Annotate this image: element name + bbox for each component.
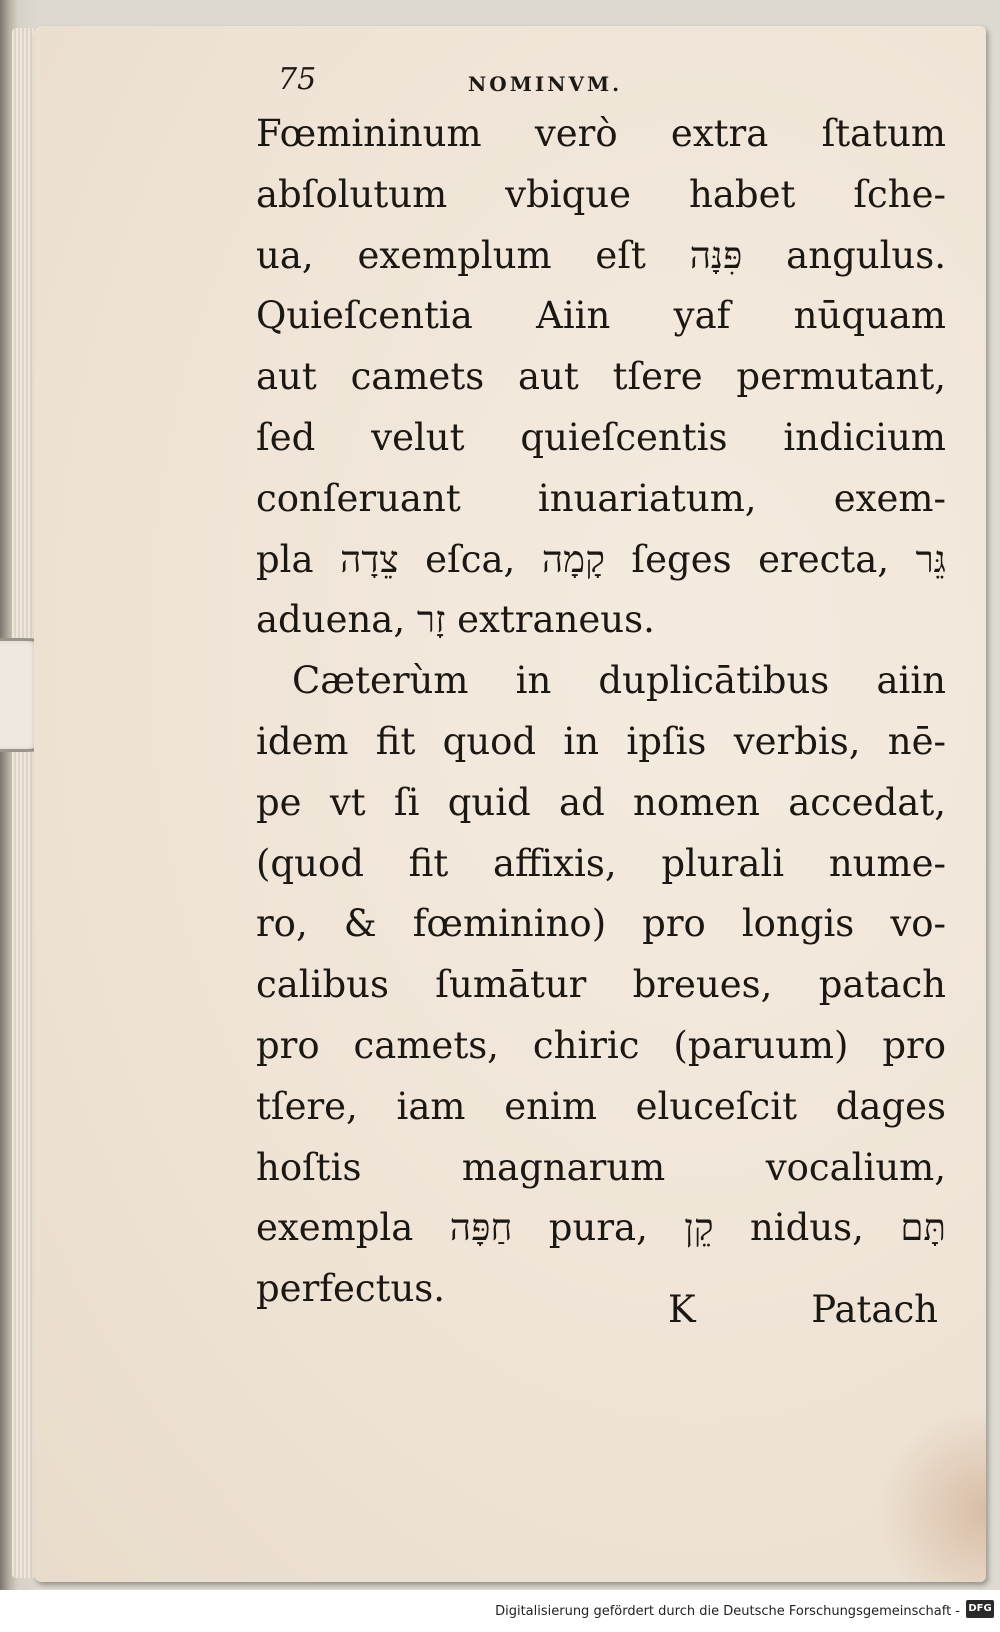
text-line: aduena, זָר extraneus. — [256, 598, 655, 642]
text-line: Fœmininum verò extra ſtatum — [256, 112, 946, 155]
running-head: NOMINVM. — [468, 72, 623, 96]
digitization-footer — [0, 1590, 1000, 1632]
text-line: perfectus. — [256, 1267, 446, 1311]
footer-credit: Digitalisierung gefördert durch die Deutsche Forschungsgemeinschaft - — [495, 1604, 960, 1619]
text-line: Cæterùm in duplicātibus aiin — [292, 659, 946, 703]
text-line: Quieſcentia Aiin yaf nūquam — [256, 294, 946, 338]
text-line: pro camets, chiric (paruum) pro — [256, 1023, 946, 1067]
text-line: calibus ſumātur breues, patach — [256, 963, 946, 1007]
text-line: conſeruant inuariatum, exem- — [256, 476, 946, 520]
book-page — [34, 26, 986, 1582]
catchword: Patach — [811, 1288, 938, 1331]
page-stain — [876, 1406, 986, 1582]
signature-mark: K — [668, 1288, 696, 1331]
text-line: exempla חַפָּה pura, קֵן nidus, תָּם — [256, 1206, 946, 1250]
page-header — [268, 62, 738, 102]
text-line: ſed velut quieſcentis indicium — [256, 415, 946, 459]
text-line: pe vt ſi quid ad nomen accedat, — [256, 780, 946, 824]
text-line: aut camets aut tſere permutant, — [256, 355, 946, 399]
text-line: hoſtis magnarum vocalium, — [256, 1145, 946, 1189]
text-line: ua, exemplum eſt פִּנָּה angulus. — [256, 233, 947, 277]
text-line: idem fit quod in ipſis verbis, nē- — [256, 719, 946, 763]
body-text — [256, 104, 946, 1320]
dfg-logo: DFG — [966, 1600, 994, 1618]
text-line: tſere, iam enim eluceſcit dages — [256, 1084, 946, 1128]
text-line: (quod fit affixis, plurali nume- — [256, 841, 946, 885]
text-line: pla צֵדָה eſca, קָמָה ſeges erecta, גֵּר — [256, 537, 946, 581]
text-line: abſolutum vbique habet ſche- — [256, 172, 946, 216]
text-line: ro, & fœminino) pro longis vo- — [256, 902, 946, 946]
page-number: 75 — [278, 62, 317, 97]
